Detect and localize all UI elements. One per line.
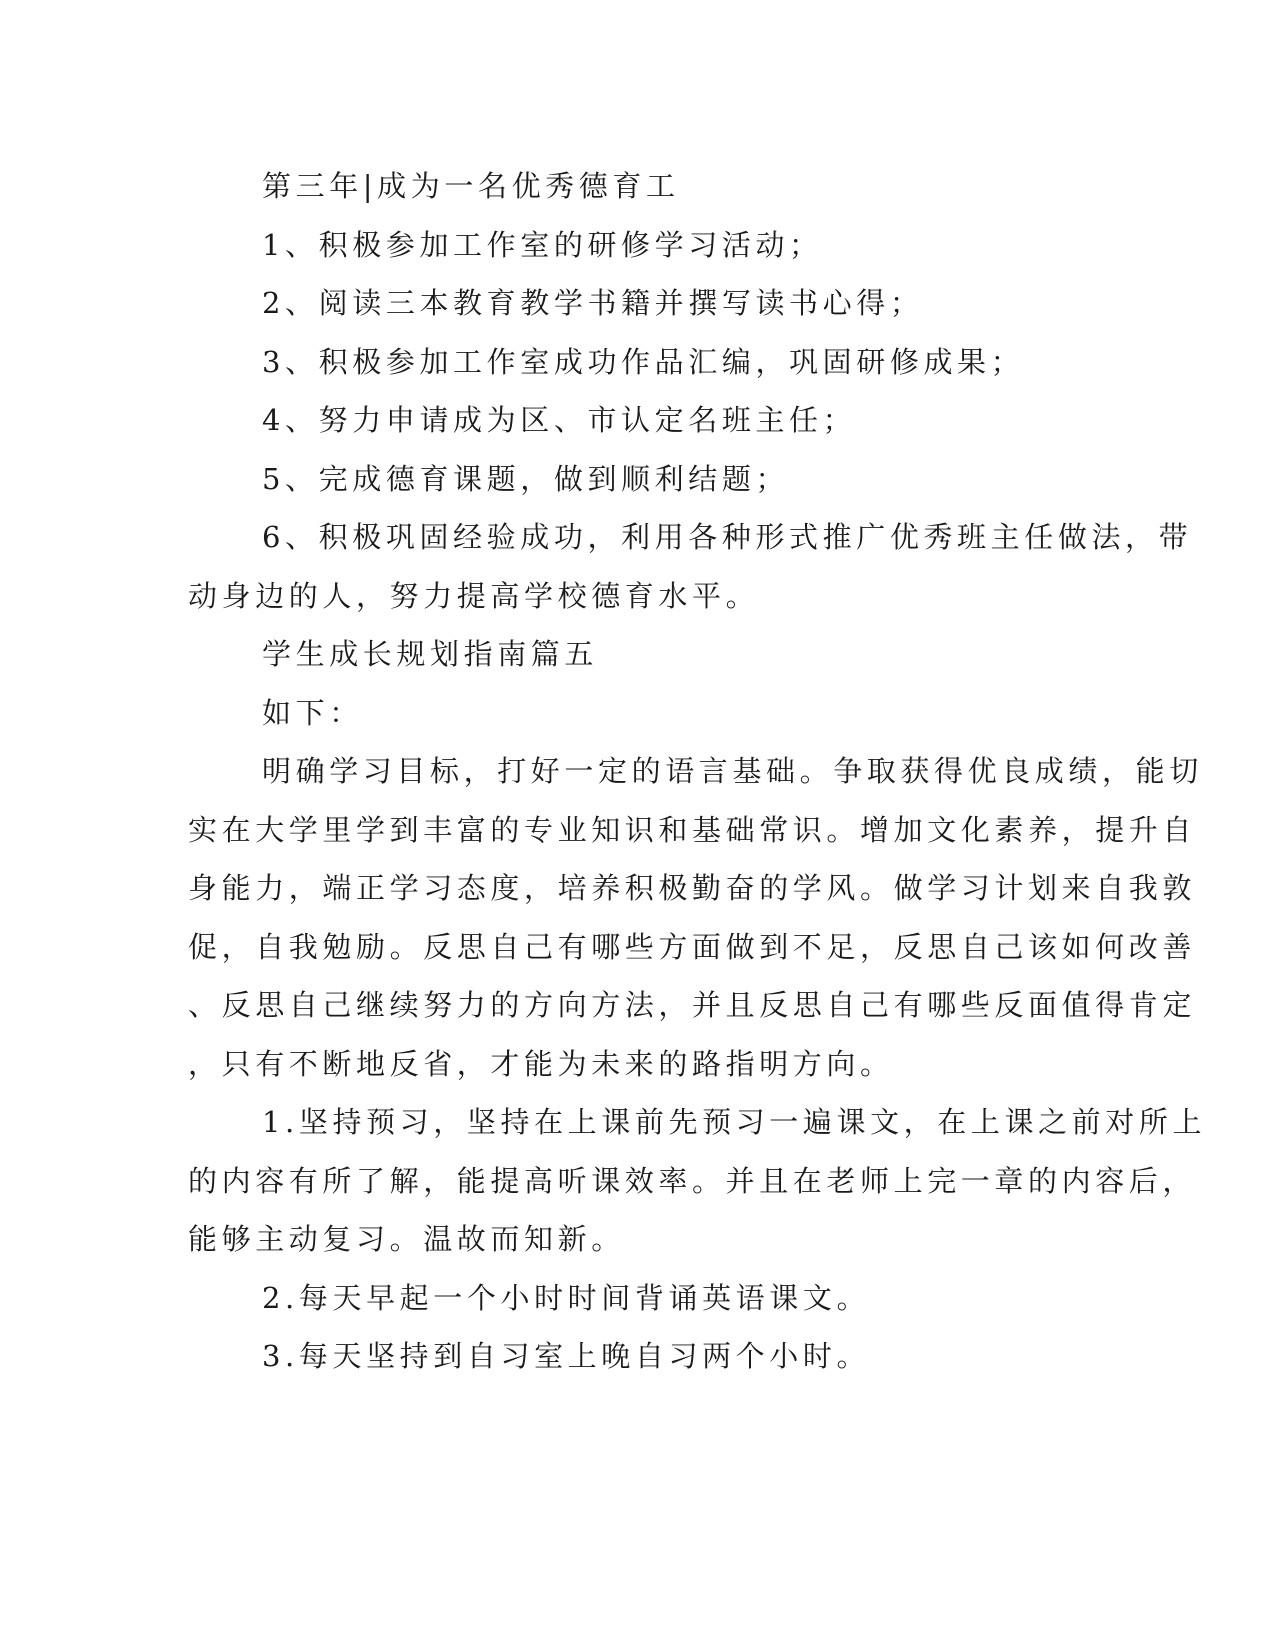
list-item-3: 3、积极参加工作室成功作品汇编，巩固研修成果； — [262, 345, 1025, 379]
intro-line: 如下： — [262, 696, 363, 730]
paragraph-line: 明确学习目标，打好一定的语言基础。争取获得优良成绩，能切 — [262, 754, 1203, 788]
list-item-4: 4、努力申请成为区、市认定名班主任； — [262, 403, 857, 437]
plan-item-1: 1.坚持预习，坚持在上课前先预习一遍课文，在上课之前对所上 — [262, 1105, 1207, 1139]
list-item-6-cont: 动身边的人，努力提高学校德育水平。 — [188, 579, 760, 613]
plan-item-3: 3.每天坚持到自习室上晚自习两个小时。 — [262, 1339, 871, 1373]
plan-item-1-cont: 的内容有所了解，能提高听课效率。并且在老师上完一章的内容后， — [188, 1164, 1197, 1198]
list-item-5: 5、完成德育课题，做到顺利结题； — [262, 462, 790, 496]
list-item-6: 6、积极巩固经验成功，利用各种形式推广优秀班主任做法，带 — [262, 520, 1193, 554]
list-item-1: 1、积极参加工作室的研修学习活动； — [262, 228, 823, 262]
paragraph-line: 、反思自己继续努力的方向方法，并且反思自己有哪些反面值得肯定 — [188, 988, 1197, 1022]
section-heading-year-three: 第三年|成为一名优秀德育工 — [262, 169, 680, 203]
paragraph-line: 身能力，端正学习态度，培养积极勤奋的学风。做学习计划来自我敦 — [188, 871, 1197, 905]
plan-item-2: 2.每天早起一个小时时间背诵英语课文。 — [262, 1281, 871, 1315]
list-item-2: 2、阅读三本教育教学书籍并撰写读书心得； — [262, 286, 924, 320]
plan-item-1-cont: 能够主动复习。温故而知新。 — [188, 1222, 625, 1256]
section-title-part-five: 学生成长规划指南篇五 — [262, 637, 599, 671]
paragraph-line: ，只有不断地反省，才能为未来的路指明方向。 — [188, 1047, 894, 1081]
paragraph-line: 实在大学里学到丰富的专业知识和基础常识。增加文化素养，提升自 — [188, 813, 1197, 847]
paragraph-line: 促，自我勉励。反思自己有哪些方面做到不足，反思自己该如何改善 — [188, 930, 1197, 964]
